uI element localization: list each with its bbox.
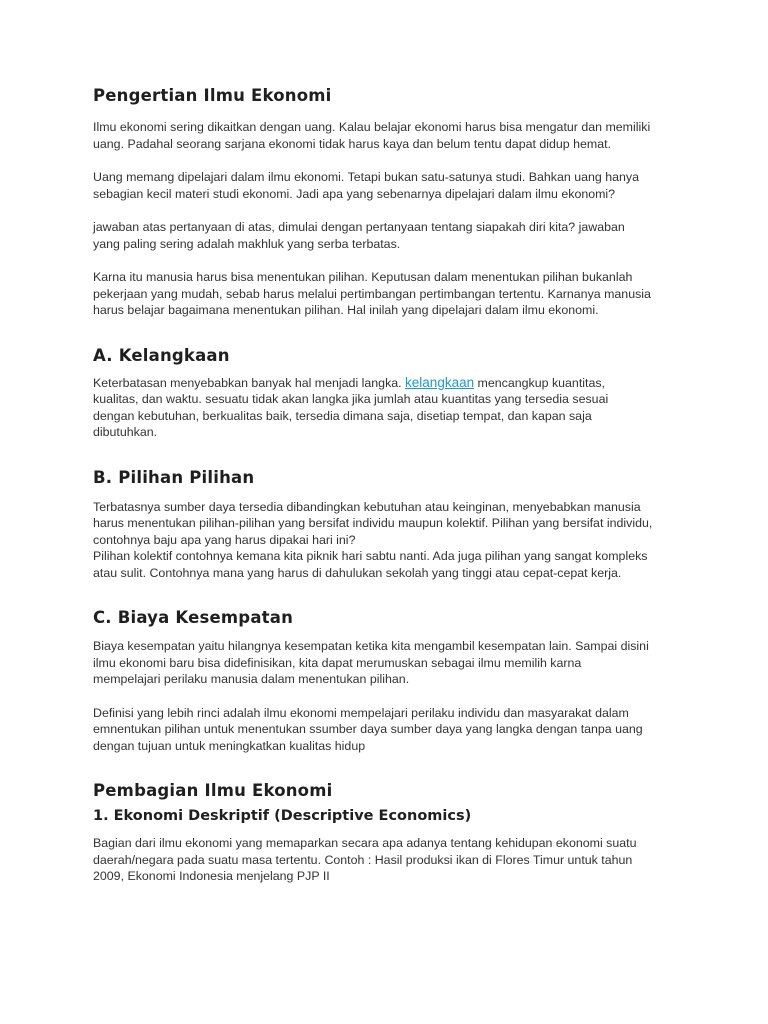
section-a-paragraph: Keterbatasan menyebabkan banyak hal menjadi langka. kelangkaan mencangkup kuantitas, kualitas, dan waktu. sesuatu tidak akan langka jika jumlah atau kuantitas yang tersedia sesuai dengan kebutuhan, berkualitas baik, tersedia dimana saja, disetiap tempat, dan kapan saja dibutuhkan. xyxy=(93,374,609,439)
section-c-heading: C. Biaya Kesempatan xyxy=(93,608,294,627)
intro-paragraph-2: Uang memang dipelajari dalam ilmu ekonomi. Tetapi bukan satu-satunya studi. Bahkan uang hanya sebagian kecil materi studi ekonomi. Jadi apa yang sebenarnya dipelajari dalam ilmu ekonomi? xyxy=(93,170,639,201)
section-b-paragraph: Terbatasnya sumber daya tersedia dibandingkan kebutuhan atau keinginan, menyebabkan manusia harus menentukan pilihan-pilihan yang bersifat individu maupun kolektif. Pilihan yang bersifat individu, contohnya baju apa yang harus dipakai hari ini? Pilihan kolektif contohnya kemana kita piknik hari sabtu nanti. Ada juga pilihan yang sangat kompleks atau sulit. Contohnya mana yang harus di dahulukan sekolah yang tinggi atau cepat-cepat kerja. xyxy=(93,499,653,580)
pembagian-heading: Pembagian Ilmu Ekonomi xyxy=(93,781,333,800)
section-b-heading: B. Pilihan Pilihan xyxy=(93,467,255,487)
section-c-paragraph-2: Definisi yang lebih rinci adalah ilmu ekonomi mempelajari perilaku individu dan masyarakat dalam emnentukan pilihan untuk menentukan ssumber daya sumber daya yang langka dengan tanpa uang dengan tujuan untuk meningkatkan kualitas hidup xyxy=(93,705,643,753)
document-page xyxy=(93,86,683,885)
intro-paragraph-1: Ilmu ekonomi sering dikaitkan dengan uang. Kalau belajar ekonomi harus bisa mengatur dan memiliki uang. Padahal seorang sarjana ekonomi tidak harus kaya dan belum tentu dapat didup hemat. xyxy=(93,120,651,151)
ekonomi-deskriptif-heading: 1. Ekonomi Deskriptif (Descriptive Economics) xyxy=(93,808,472,824)
kelangkaan-link[interactable]: kelangkaan xyxy=(405,374,475,390)
section-c-paragraph-1: Biaya kesempatan yaitu hilangnya kesempatan ketika kita mengambil kesempatan lain. Sampai disini ilmu ekonomi baru bisa didefinisikan, kita dapat merumuskan sebagai ilmu memilih karna mempelajari perilaku manusia dalam menentukan pilihan. xyxy=(93,639,649,686)
page-title: Pengertian Ilmu Ekonomi xyxy=(93,86,332,105)
intro-paragraph-4: Karna itu manusia harus bisa menentukan pilihan. Keputusan dalam menentukan pilihan bukanlah pekerjaan yang mudah, sebab harus melalui pertimbangan pertimbangan tertentu. Karnanya manusia harus belajar bagaimana menentukan pilihan. Hal inilah yang dipelajari dalam ilmu ekonomi. xyxy=(93,270,651,317)
section-a-heading: A. Kelangkaan xyxy=(93,345,230,365)
ekonomi-deskriptif-paragraph: Bagian dari ilmu ekonomi yang memaparkan secara apa adanya tentang kehidupan ekonomi suatu daerah/negara pada suatu masa tertentu. Contoh : Hasil produksi ikan di Flores Timur untuk tahun 2009, Ekonomi Indonesia menjelang PJP II xyxy=(93,836,637,883)
intro-paragraph-3: jawaban atas pertanyaan di atas, dimulai dengan pertanyaan tentang siapakah diri kita? jawaban yang paling sering adalah makhluk yang serba terbatas. xyxy=(93,220,625,251)
